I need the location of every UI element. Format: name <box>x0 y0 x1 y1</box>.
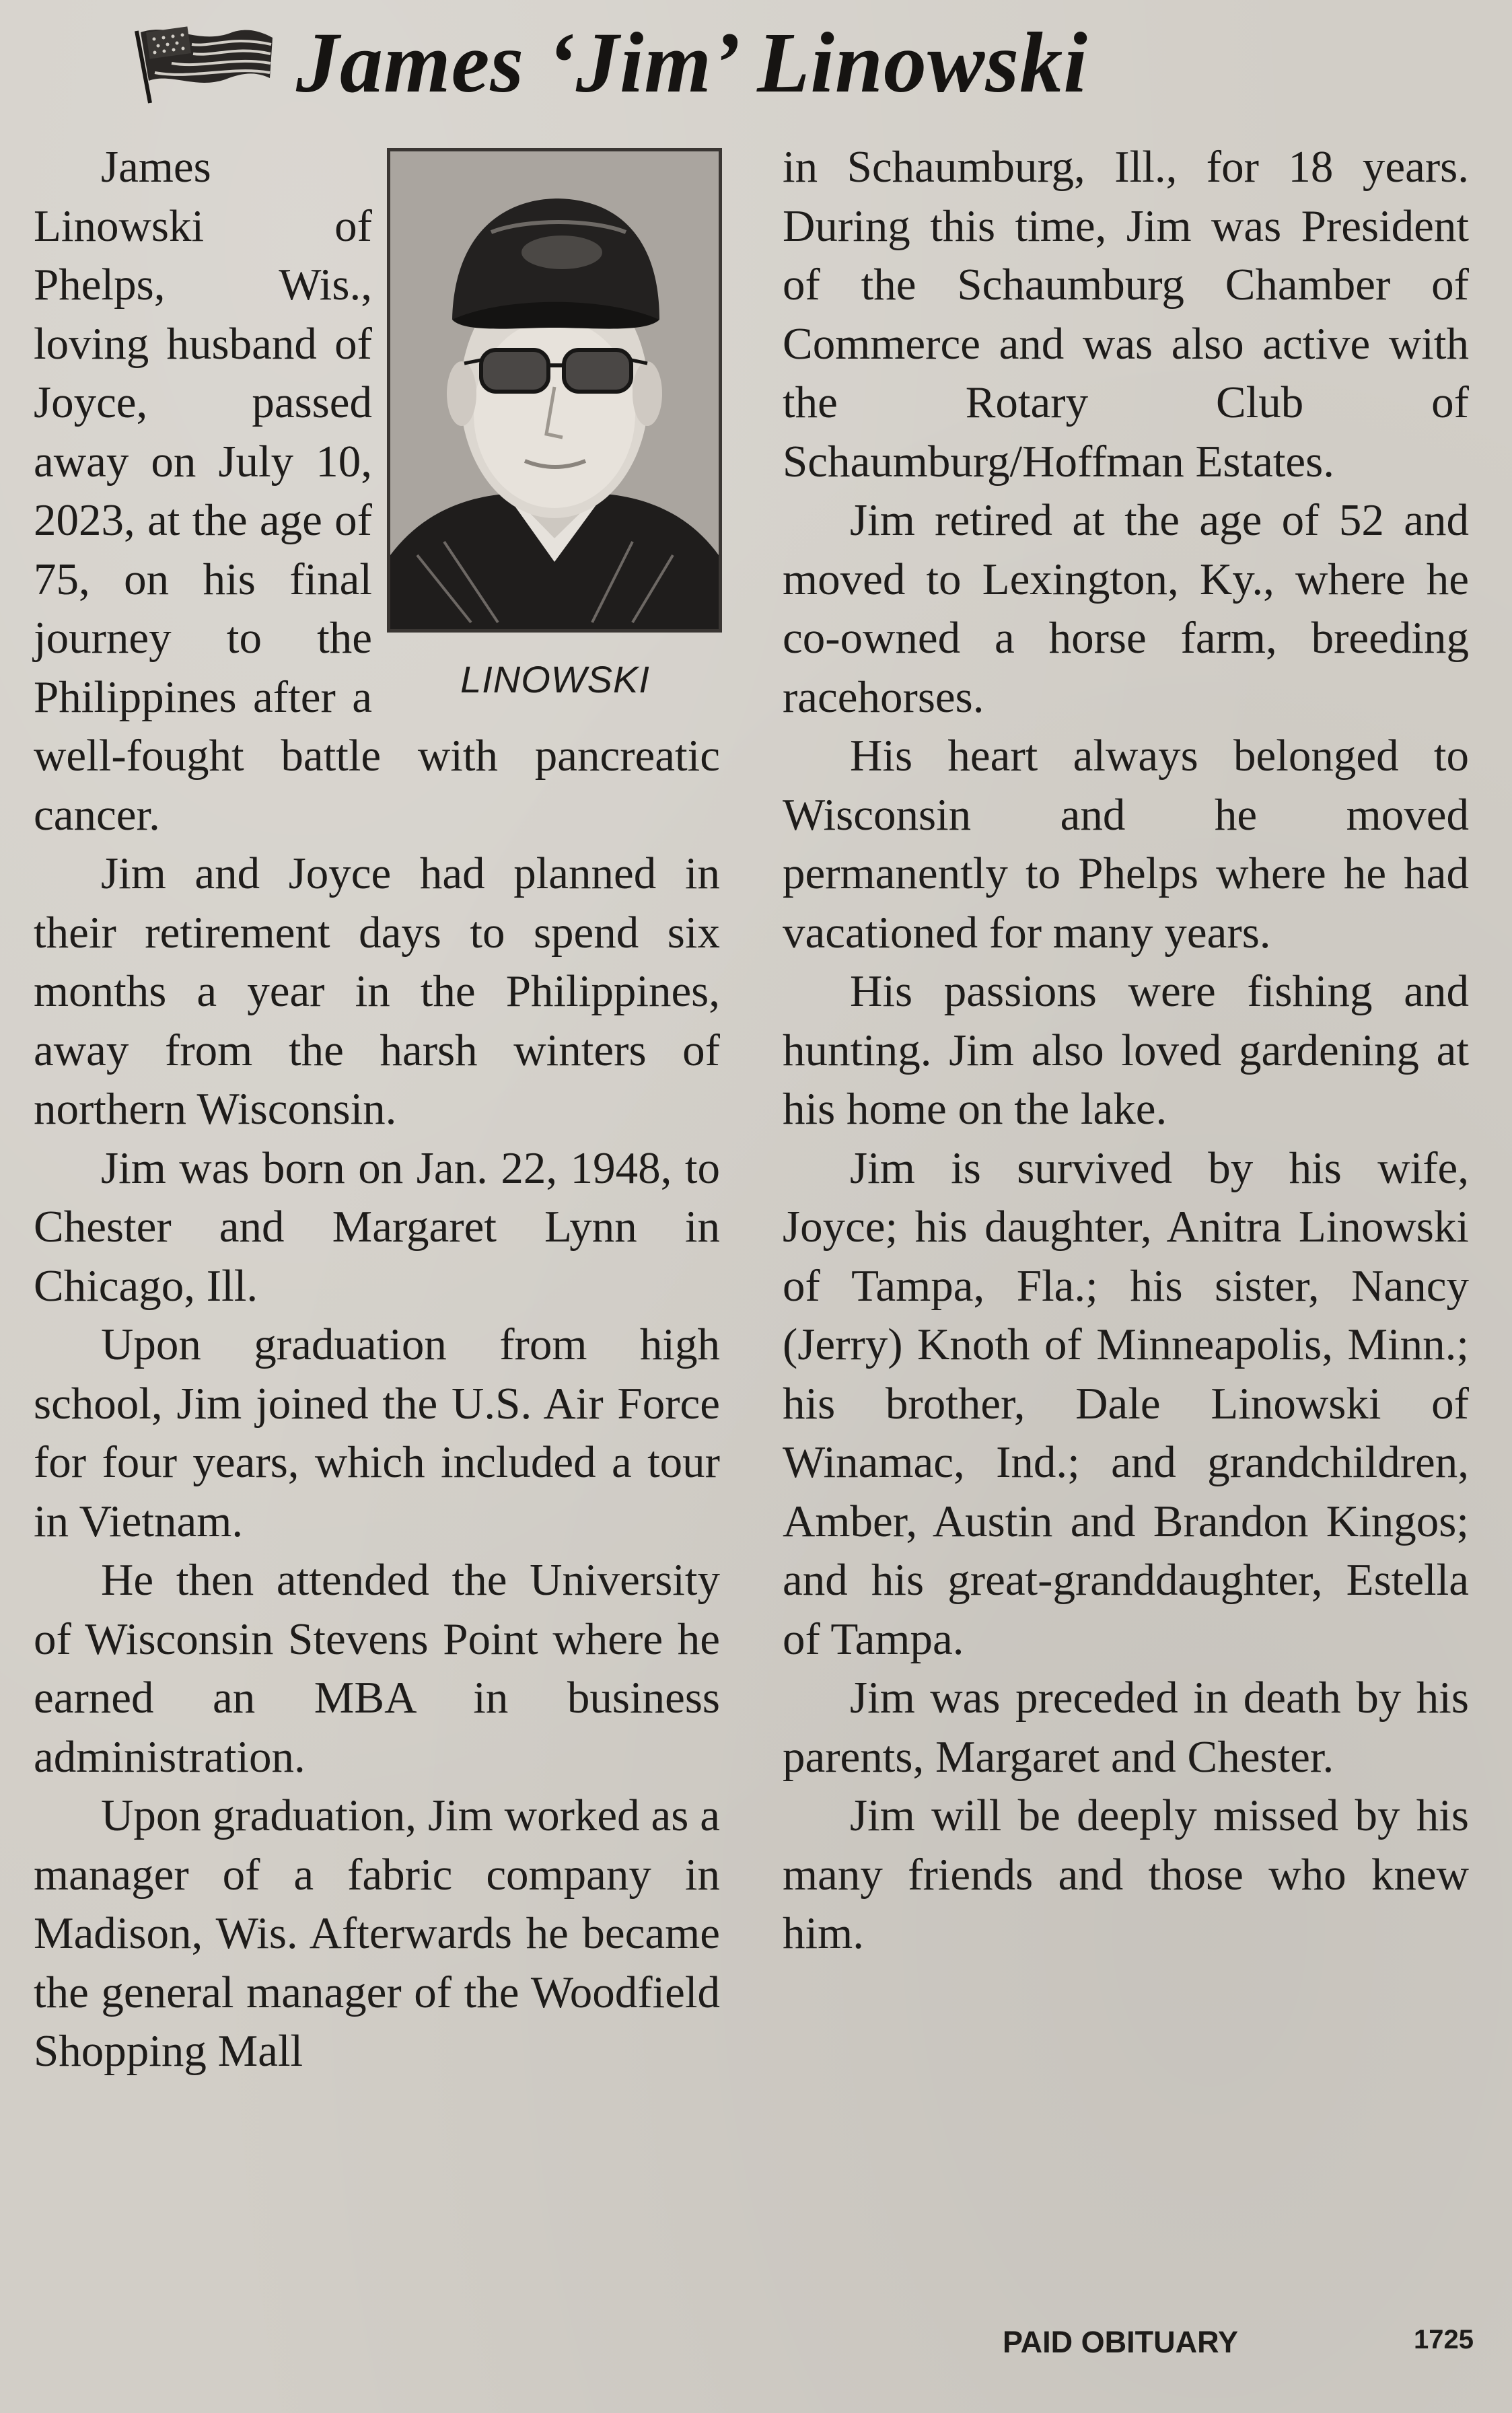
photo-caption: LINOWSKI <box>460 658 650 700</box>
paragraph-6: Upon graduation, Jim worked as a manager of a fabric company in Madison, Wis. Afterwards he became the general manager of the Woodfield Shopping Mall <box>34 1791 720 2076</box>
text-column-right <box>783 138 1469 1964</box>
paragraph-5: He then attended the University of Wisconsin Stevens Point where he earned an MBA in business administration. <box>34 1555 720 1782</box>
paragraph-6-continued: in Schaumburg, Ill., for 18 years. During this time, Jim was President of the Schaumburg Chamber of Commerce and was also active with the Rotary Club of Schaumburg/Hoffman Estates. <box>783 142 1469 487</box>
paragraph-4: Upon graduation from high school, Jim joined the U.S. Air Force for four years, which included a tour in Vietnam. <box>34 1320 720 1546</box>
ad-number: 1725 <box>1414 2325 1474 2354</box>
paragraph-8: His heart always belonged to Wisconsin and he moved permanently to Phelps where he had vacationed for many years. <box>783 731 1469 958</box>
paragraph-2: Jim and Joyce had planned in their retirement days to spend six months a year in the Philippines, away from the harsh winters of northern Wisconsin. <box>34 849 720 1134</box>
text-column-left <box>34 138 720 2081</box>
paragraph-3: Jim was born on Jan. 22, 1948, to Chester and Margaret Lynn in Chicago, Ill. <box>34 1143 720 1311</box>
headline <box>131 12 1450 113</box>
paragraph-7: Jim retired at the age of 52 and moved to Lexington, Ky., where he co-owned a horse farm, breeding racehorses. <box>783 495 1469 722</box>
paragraph-9: His passions were fishing and hunting. Jim also loved gardening at his home on the lake. <box>783 966 1469 1134</box>
american-flag-icon <box>131 19 276 106</box>
paragraph-10: Jim is survived by his wife, Joyce; his daughter, Anitra Linowski of Tampa, Fla.; his sister, Nancy (Jerry) Knoth of Minneapolis, Minn.; his brother, Dale Linowski of Winamac, Ind.; and grandchildren, Amber, Austin and Brandon Kingos; and his great-granddaughter, Estella of Tampa. <box>783 1143 1469 1664</box>
portrait-image <box>390 151 719 629</box>
portrait-photo <box>387 148 722 633</box>
paid-obituary-label: PAID OBITUARY <box>1003 2325 1239 2359</box>
paragraph-12: Jim will be deeply missed by his many friends and those who knew him. <box>783 1791 1469 1958</box>
obituary-title: James ‘Jim’ Linowski <box>296 15 1088 110</box>
paragraph-1: James Linowski of Phelps, Wis., loving husband of Joyce, passed away on July 10, 2023, at the age of 75, on his final journey to the Philippines after a well-fought battle with pancreatic cancer. <box>34 142 720 840</box>
portrait-block <box>387 148 723 727</box>
paragraph-11: Jim was preceded in death by his parents, Margaret and Chester. <box>783 1673 1469 1782</box>
footer <box>1003 2325 1474 2360</box>
